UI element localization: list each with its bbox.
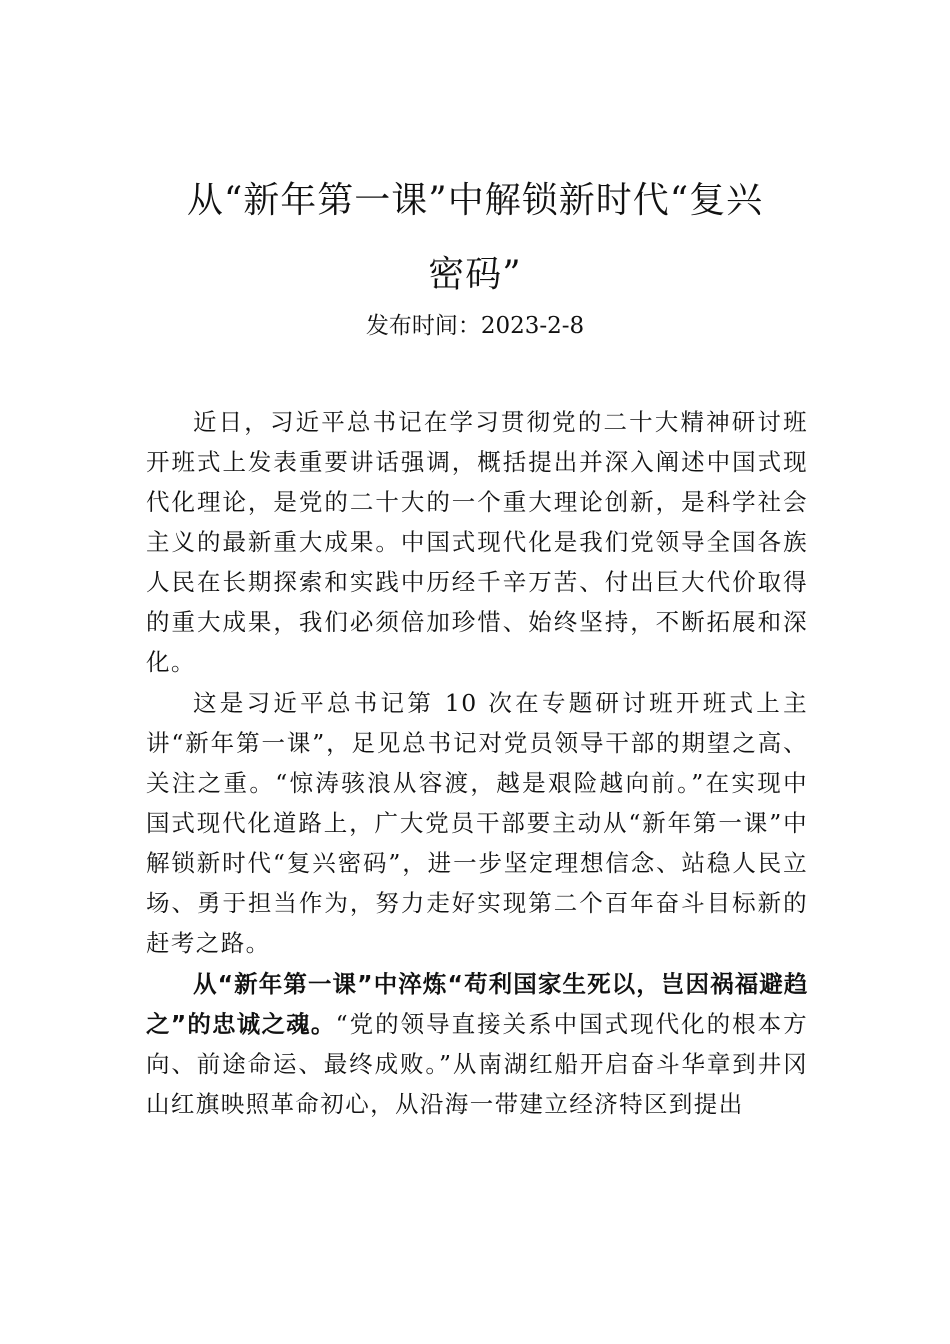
paragraph-1-text: 近日，习近平总书记在学习贯彻党的二十大精神研讨班开班式上发表重要讲话强调，概括提出并深入阐述中国式现代化理论，是党的二十大的一个重大理论创新，是科学社会主义的最新重大成果。中国式现代化是我们党领导全国各族人民在长期探索和实践中历经千辛万苦、付出巨大代价取得的重大成果，我们必须倍加珍惜、始终坚持，不断拓展和深化。 (146, 408, 808, 676)
title-line-1: 从“新年第一课”中解锁新时代“复兴 (186, 180, 764, 221)
title-line-2: 密码” (428, 254, 522, 295)
paragraph-2 (146, 683, 808, 963)
paragraph-3 (146, 964, 808, 1124)
paragraph-2-text: 这是习近平总书记第 10 次在专题研讨班开班式上主讲“新年第一课”，足见总书记对党员领导干部的期望之高、关注之重。“惊涛骇浪从容渡，越是艰险越向前。”在实现中国式现代化道路上，广大党员干部要主动从“新年第一课”中解锁新时代“复兴密码”，进一步坚定理想信念、站稳人民立场、勇于担当作为，努力走好实现第二个百年奋斗目标新的赶考之路。 (146, 689, 808, 957)
publish-date-label: 发布时间： (365, 313, 481, 339)
paragraph-3-text: “党的领导直接关系中国式现代化的根本方向、前途命运、最终成败。”从南湖红船开启奋斗华章到井冈山红旗映照革命初心，从沿海一带建立经济特区到提出 (146, 1010, 808, 1118)
paragraph-3-heading: 从“新年第一课”中淬炼“苟利国家生死以，岂因祸福避趋之”的忠诚之魂。 (146, 970, 808, 1038)
publish-date-value: 2023-2-8 (480, 313, 585, 339)
publish-date (140, 306, 810, 346)
paragraph-1 (146, 402, 808, 682)
article-body (146, 402, 808, 1124)
document-title (140, 164, 810, 312)
